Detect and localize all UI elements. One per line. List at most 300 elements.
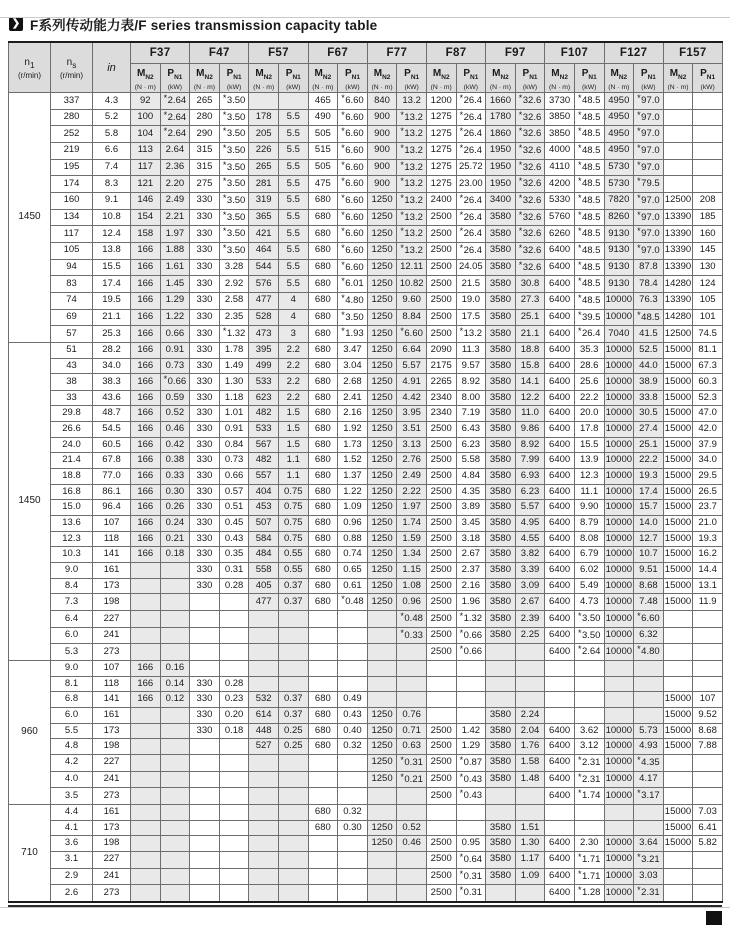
pn1-cell: 0.45 xyxy=(219,516,249,532)
col-header-f37: F37 xyxy=(131,42,190,64)
col-header-f157: F157 xyxy=(663,42,722,64)
mn2-subheader-f97: $M_{N2}$ (N · m) xyxy=(486,64,516,93)
mn2-cell: 1250 xyxy=(367,500,397,516)
pn1-cell: 208 xyxy=(693,192,723,209)
pn1-cell xyxy=(160,627,190,644)
pn1-cell: 2.64 xyxy=(160,142,190,159)
pn1-cell: *48.5 xyxy=(574,259,604,276)
pn1-cell xyxy=(515,692,545,708)
mn2-cell: 1950 xyxy=(486,142,516,159)
pn1-cell xyxy=(338,836,368,852)
mn2-cell: 330 xyxy=(190,676,220,692)
table-row xyxy=(9,469,723,485)
mn2-cell: 6400 xyxy=(545,563,575,579)
mn2-cell: 10000 xyxy=(604,500,634,516)
table-row xyxy=(9,707,723,723)
mn2-cell: 6400 xyxy=(545,469,575,485)
mn2-cell: 464 xyxy=(249,242,279,259)
pn1-cell: 0.20 xyxy=(219,707,249,723)
mn2-cell xyxy=(545,804,575,820)
mn2-cell: 12500 xyxy=(663,192,693,209)
mn2-cell: 10000 xyxy=(604,644,634,661)
mn2-cell: 100 xyxy=(131,109,161,126)
pn1-cell xyxy=(693,627,723,644)
mn2-cell: 15000 xyxy=(663,500,693,516)
mn2-cell: 275 xyxy=(190,176,220,193)
mn2-cell: 405 xyxy=(249,578,279,594)
mn2-cell xyxy=(663,644,693,661)
mn2-cell xyxy=(131,627,161,644)
pn1-cell: 0.30 xyxy=(338,820,368,836)
mn2-cell: 1780 xyxy=(486,109,516,126)
mn2-cell: 1950 xyxy=(486,176,516,193)
pn1-cell xyxy=(693,159,723,176)
mn2-cell: 680 xyxy=(308,374,338,391)
table-row xyxy=(9,611,723,628)
pn1-cell: *97.0 xyxy=(634,93,664,110)
pn1-cell: *2.64 xyxy=(160,93,190,110)
pn1-cell: 1.29 xyxy=(456,739,486,755)
pn1-cell xyxy=(338,868,368,885)
pn1-cell: 0.84 xyxy=(219,437,249,453)
ratio-value: 48.7 xyxy=(93,406,131,422)
mn2-cell: 330 xyxy=(190,326,220,343)
pn1-cell: 0.43 xyxy=(219,531,249,547)
mn2-cell: 7820 xyxy=(604,192,634,209)
mn2-cell xyxy=(131,804,161,820)
mn2-cell: 6400 xyxy=(545,723,575,739)
mn2-cell xyxy=(249,660,279,676)
pn1-cell: 5.57 xyxy=(397,358,427,374)
pn1-cell xyxy=(278,820,308,836)
pn1-cell xyxy=(515,788,545,805)
pn1-cell: *3.50 xyxy=(219,176,249,193)
mn2-cell xyxy=(131,868,161,885)
pn1-cell: *0.33 xyxy=(397,627,427,644)
mn2-cell xyxy=(308,771,338,788)
pn1-cell: *32.6 xyxy=(515,126,545,143)
pn1-cell: 13.2 xyxy=(397,93,427,110)
pn1-cell: 3.03 xyxy=(634,868,664,885)
pn1-cell: 1.5 xyxy=(278,422,308,438)
mn2-cell: 4950 xyxy=(604,93,634,110)
mn2-cell: 330 xyxy=(190,358,220,374)
pn1-cell: 9.51 xyxy=(634,563,664,579)
pn1-cell: *97.0 xyxy=(634,142,664,159)
col-header-f67: F67 xyxy=(308,42,367,64)
pn1-cell xyxy=(634,707,664,723)
pn1-cell: 22.2 xyxy=(574,390,604,406)
mn2-cell: 680 xyxy=(308,358,338,374)
pn1-cell: *26.4 xyxy=(456,209,486,226)
pn1-cell xyxy=(160,868,190,885)
pn1-cell: *2.31 xyxy=(574,754,604,771)
mn2-cell xyxy=(190,836,220,852)
mn2-cell: 1250 xyxy=(367,484,397,500)
mn2-cell: 6400 xyxy=(545,627,575,644)
mn2-cell: 680 xyxy=(308,192,338,209)
mn2-cell: 680 xyxy=(308,469,338,485)
ratio-value: 118 xyxy=(93,531,131,547)
mn2-cell xyxy=(190,627,220,644)
mn2-cell xyxy=(545,692,575,708)
mn2-cell: 15000 xyxy=(663,342,693,358)
pn1-cell xyxy=(278,611,308,628)
pn1-cell xyxy=(160,594,190,611)
pn1-cell: *6.60 xyxy=(634,611,664,628)
pn1-cell: 4.17 xyxy=(634,771,664,788)
ns-value: 6.0 xyxy=(51,707,93,723)
pn1-cell: 21.0 xyxy=(693,516,723,532)
mn2-cell: 15000 xyxy=(663,804,693,820)
pn1-cell: 0.52 xyxy=(160,406,190,422)
pn1-cell: *3.50 xyxy=(219,109,249,126)
pn1-cell xyxy=(397,804,427,820)
mn2-cell: 330 xyxy=(190,374,220,391)
mn2-cell: 15000 xyxy=(663,406,693,422)
pn1-cell: 4.35 xyxy=(456,484,486,500)
pn1-cell: *79.5 xyxy=(634,176,664,193)
pn1-cell: *2.31 xyxy=(634,885,664,902)
table-row xyxy=(9,868,723,885)
mn2-cell xyxy=(131,644,161,661)
mn2-cell: 10000 xyxy=(604,292,634,309)
pn1-cell: 12.7 xyxy=(634,531,664,547)
mn2-cell: 1275 xyxy=(426,159,456,176)
ratio-value: 241 xyxy=(93,627,131,644)
mn2-cell: 3580 xyxy=(486,868,516,885)
mn2-cell: 3580 xyxy=(486,326,516,343)
mn2-cell: 15000 xyxy=(663,469,693,485)
pn1-cell: 0.71 xyxy=(397,723,427,739)
pn1-cell xyxy=(160,788,190,805)
mn2-cell xyxy=(308,836,338,852)
table-row xyxy=(9,326,723,343)
pn1-cell: 4.42 xyxy=(397,390,427,406)
pn1-cell: *0.87 xyxy=(456,754,486,771)
mn2-cell: 680 xyxy=(308,500,338,516)
mn2-cell: 3580 xyxy=(486,500,516,516)
mn2-cell xyxy=(190,771,220,788)
mn2-cell: 6400 xyxy=(545,771,575,788)
mn2-cell xyxy=(308,754,338,771)
mn2-cell: 6400 xyxy=(545,374,575,391)
pn1-cell: 1.52 xyxy=(338,453,368,469)
table-row xyxy=(9,531,723,547)
pn1-cell xyxy=(338,660,368,676)
mn2-cell: 680 xyxy=(308,453,338,469)
pn1-cell: 0.59 xyxy=(160,390,190,406)
mn2-cell: 477 xyxy=(249,594,279,611)
pn1-cell: *1.71 xyxy=(574,868,604,885)
mn2-cell: 6400 xyxy=(545,259,575,276)
mn2-cell: 1275 xyxy=(426,109,456,126)
mn2-cell: 3580 xyxy=(486,611,516,628)
ns-value: 74 xyxy=(51,292,93,309)
ratio-value: 60.5 xyxy=(93,437,131,453)
pn1-cell xyxy=(634,804,664,820)
pn1-cell: 0.57 xyxy=(219,484,249,500)
ns-value: 12.3 xyxy=(51,531,93,547)
mn2-cell: 4950 xyxy=(604,126,634,143)
pn1-cell: 0.31 xyxy=(219,563,249,579)
pn1-cell: 15.8 xyxy=(515,358,545,374)
mn2-cell: 330 xyxy=(190,500,220,516)
pn1-cell: 185 xyxy=(693,209,723,226)
ratio-value: 241 xyxy=(93,771,131,788)
pn1-cell: 3.18 xyxy=(456,531,486,547)
f-series-header-row xyxy=(9,42,723,64)
mn2-cell: 166 xyxy=(131,692,161,708)
mn2-cell: 680 xyxy=(308,326,338,343)
mn2-cell: 680 xyxy=(308,547,338,563)
pn1-cell: *3.50 xyxy=(219,226,249,243)
pn1-cell: *6.60 xyxy=(338,126,368,143)
pn1-cell xyxy=(693,885,723,902)
pn1-subheader-f97: $P_{N1}$ (kW) xyxy=(515,64,545,93)
ns-value: 4.2 xyxy=(51,754,93,771)
pn1-cell: 1.01 xyxy=(219,406,249,422)
mn2-cell: 330 xyxy=(190,437,220,453)
pn1-cell: 0.38 xyxy=(160,453,190,469)
mn2-cell: 4950 xyxy=(604,142,634,159)
pn1-cell: *1.28 xyxy=(574,885,604,902)
pn1-cell xyxy=(397,644,427,661)
mn2-cell: 1250 xyxy=(367,453,397,469)
pn1-cell: 9.52 xyxy=(693,707,723,723)
pn1-cell: 0.52 xyxy=(397,820,427,836)
mn2-cell xyxy=(367,660,397,676)
pn1-cell: *26.4 xyxy=(456,226,486,243)
ratio-value: 67.8 xyxy=(93,453,131,469)
pn1-cell xyxy=(693,771,723,788)
mn2-cell: 2500 xyxy=(426,788,456,805)
mn2-cell: 4200 xyxy=(545,176,575,193)
mn2-cell: 3580 xyxy=(486,707,516,723)
pn1-cell: 0.25 xyxy=(278,739,308,755)
mn2-cell: 1250 xyxy=(367,192,397,209)
mn2-cell: 680 xyxy=(308,739,338,755)
pn1-cell: *48.5 xyxy=(574,242,604,259)
mn2-cell: 330 xyxy=(190,226,220,243)
pn1-cell: 34.0 xyxy=(693,453,723,469)
mn2-cell: 3580 xyxy=(486,390,516,406)
mn2-cell: 3580 xyxy=(486,259,516,276)
pn1-cell: 22.2 xyxy=(634,453,664,469)
pn1-cell: 5.5 xyxy=(278,192,308,209)
pn1-cell: 1.42 xyxy=(456,723,486,739)
mn2-cell xyxy=(426,820,456,836)
mn2-cell xyxy=(663,126,693,143)
pn1-cell: 1.92 xyxy=(338,422,368,438)
mn2-cell: 15000 xyxy=(663,358,693,374)
ns-value: 38 xyxy=(51,374,93,391)
table-row xyxy=(9,422,723,438)
pn1-cell: *13.2 xyxy=(456,326,486,343)
pn1-cell xyxy=(634,676,664,692)
mn2-cell: 6400 xyxy=(545,531,575,547)
pn1-cell: 1.5 xyxy=(278,437,308,453)
col-header-f107: F107 xyxy=(545,42,604,64)
pn1-cell: 0.46 xyxy=(160,422,190,438)
mn2-cell: 330 xyxy=(190,342,220,358)
pn1-cell: 1.30 xyxy=(219,374,249,391)
mn2-cell xyxy=(486,676,516,692)
pn1-cell: 14.0 xyxy=(634,516,664,532)
pn1-cell: 4.93 xyxy=(634,739,664,755)
pn1-cell: *3.50 xyxy=(219,192,249,209)
mn2-cell: 680 xyxy=(308,342,338,358)
pn1-cell: 2.2 xyxy=(278,390,308,406)
pn1-cell: 2.20 xyxy=(160,176,190,193)
pn1-cell: *32.6 xyxy=(515,93,545,110)
mn2-cell: 1250 xyxy=(367,754,397,771)
col-header-f97: F97 xyxy=(486,42,545,64)
mn2-cell: 2500 xyxy=(426,516,456,532)
mn2-cell: 15000 xyxy=(663,374,693,391)
mn2-cell: 2500 xyxy=(426,851,456,868)
pn1-cell: 0.37 xyxy=(278,594,308,611)
pn1-cell: 9.86 xyxy=(515,422,545,438)
mn2-cell: 680 xyxy=(308,292,338,309)
pn1-cell: 33.8 xyxy=(634,390,664,406)
mn2-cell: 2500 xyxy=(426,547,456,563)
pn1-cell: 3.47 xyxy=(338,342,368,358)
pn1-cell: 105 xyxy=(693,292,723,309)
mn2-cell: 10000 xyxy=(604,578,634,594)
pn1-cell: 26.5 xyxy=(693,484,723,500)
mn2-cell: 3850 xyxy=(545,126,575,143)
mn2-cell: 680 xyxy=(308,406,338,422)
pn1-cell: 1.22 xyxy=(160,309,190,326)
pn1-cell: 0.73 xyxy=(219,453,249,469)
mn2-cell: 3580 xyxy=(486,594,516,611)
mn2-cell: 10000 xyxy=(604,484,634,500)
mn2-cell: 6400 xyxy=(545,437,575,453)
ns-value: 6.0 xyxy=(51,627,93,644)
mn2-cell: 576 xyxy=(249,276,279,293)
mn2-cell: 15000 xyxy=(663,390,693,406)
ns-value: 16.8 xyxy=(51,484,93,500)
mn2-cell: 330 xyxy=(190,469,220,485)
mn2-cell: 1250 xyxy=(367,242,397,259)
mn2-cell: 404 xyxy=(249,484,279,500)
mn2-cell: 1250 xyxy=(367,390,397,406)
table-row xyxy=(9,885,723,902)
mn2-cell: 515 xyxy=(308,142,338,159)
pn1-cell: *2.64 xyxy=(160,126,190,143)
table-row xyxy=(9,109,723,126)
pn1-cell: 0.91 xyxy=(219,422,249,438)
pn1-cell: *32.6 xyxy=(515,176,545,193)
mn2-cell: 6400 xyxy=(545,358,575,374)
col-header-f57: F57 xyxy=(249,42,308,64)
mn2-cell xyxy=(249,611,279,628)
pn1-cell xyxy=(456,707,486,723)
mn2-cell xyxy=(249,885,279,902)
pn1-cell: 60.3 xyxy=(693,374,723,391)
pn1-cell xyxy=(338,851,368,868)
mn2-cell: 146 xyxy=(131,192,161,209)
mn2-cell: 14280 xyxy=(663,309,693,326)
mn2-cell xyxy=(426,692,456,708)
ratio-value: 21.1 xyxy=(93,309,131,326)
ns-value: 4.1 xyxy=(51,820,93,836)
pn1-cell: 11.9 xyxy=(693,594,723,611)
mn2-cell: 10000 xyxy=(604,469,634,485)
pn1-cell: 1.97 xyxy=(397,500,427,516)
pn1-cell: 23.7 xyxy=(693,500,723,516)
mn2-cell: 330 xyxy=(190,531,220,547)
pn1-cell: 3.95 xyxy=(397,406,427,422)
mn2-cell: 2500 xyxy=(426,484,456,500)
mn2-cell: 6400 xyxy=(545,292,575,309)
pn1-cell: 23.00 xyxy=(456,176,486,193)
pn1-cell: 0.75 xyxy=(278,484,308,500)
pn1-cell: *26.4 xyxy=(456,93,486,110)
pn1-cell: *13.2 xyxy=(397,209,427,226)
pn1-cell xyxy=(515,676,545,692)
mn2-cell xyxy=(249,754,279,771)
pn1-cell: 0.55 xyxy=(278,563,308,579)
pn1-cell: 2.41 xyxy=(338,390,368,406)
ratio-value: 173 xyxy=(93,578,131,594)
pn1-cell xyxy=(693,93,723,110)
ratio-value: 173 xyxy=(93,723,131,739)
mn2-cell: 15000 xyxy=(663,453,693,469)
ratio-value: 5.2 xyxy=(93,109,131,126)
mn2-cell: 2500 xyxy=(426,771,456,788)
table-row xyxy=(9,547,723,563)
pn1-cell: *6.60 xyxy=(338,109,368,126)
pn1-cell: *4.80 xyxy=(634,644,664,661)
pn1-cell: *26.4 xyxy=(456,142,486,159)
pn1-cell: 17.5 xyxy=(456,309,486,326)
pn1-cell: *48.5 xyxy=(574,226,604,243)
mn2-cell: 2500 xyxy=(426,453,456,469)
mn2-cell: 2500 xyxy=(426,868,456,885)
mn2-cell: 265 xyxy=(249,159,279,176)
pn1-cell: *0.31 xyxy=(397,754,427,771)
pn1-cell: 6.32 xyxy=(634,627,664,644)
mn2-cell: 1250 xyxy=(367,406,397,422)
table-row xyxy=(9,516,723,532)
mn2-cell xyxy=(190,885,220,902)
pn1-cell: 2.2 xyxy=(278,374,308,391)
mn2-cell xyxy=(367,851,397,868)
ns-value: 6.4 xyxy=(51,611,93,628)
mn2-subheader-f37: $M_{N2}$ (N · m) xyxy=(131,64,161,93)
mn2-cell: 10000 xyxy=(604,851,634,868)
mn2-cell: 15000 xyxy=(663,739,693,755)
pn1-cell: 0.88 xyxy=(338,531,368,547)
mn2-cell xyxy=(131,707,161,723)
mn2-cell: 1950 xyxy=(486,159,516,176)
pn1-cell: 0.32 xyxy=(338,739,368,755)
mn2-cell: 9130 xyxy=(604,242,634,259)
table-row xyxy=(9,771,723,788)
mn2-cell: 448 xyxy=(249,723,279,739)
mn2-cell xyxy=(190,851,220,868)
mn2-cell xyxy=(663,611,693,628)
mn2-cell: 2500 xyxy=(426,276,456,293)
ns-value: 21.4 xyxy=(51,453,93,469)
mn2-cell: 5330 xyxy=(545,192,575,209)
mn2-cell xyxy=(249,627,279,644)
ratio-value: 273 xyxy=(93,788,131,805)
pn1-cell: 5.5 xyxy=(278,159,308,176)
mn2-cell xyxy=(663,660,693,676)
